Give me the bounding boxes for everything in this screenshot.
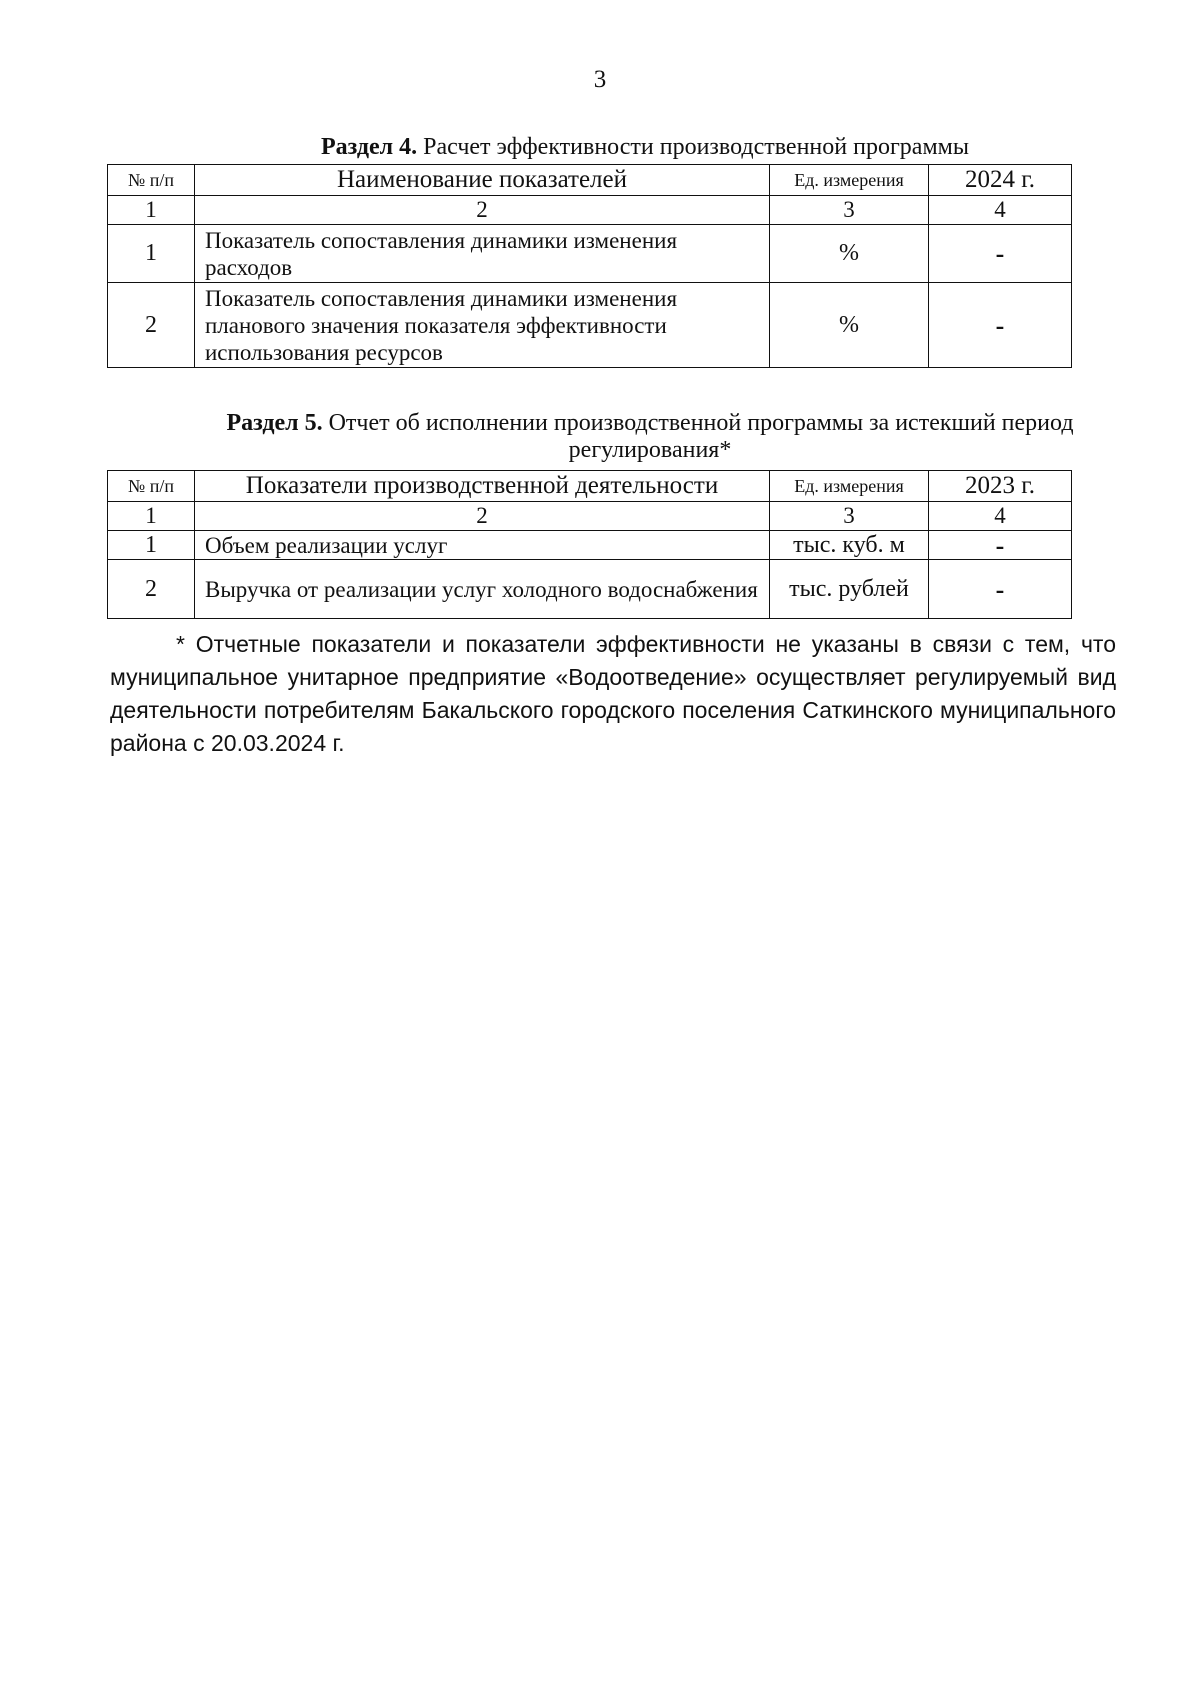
footnote: * Отчетные показатели и показатели эффективности не указаны в связи с тем, что муниципальное унитарное предприятие «Водоотведение» осуществляет регулируемый вид деятельности потребителям Бакальского городского поселения Саткинского муниципального района с 20.03.2024 г. xyxy=(110,631,1116,756)
section-5-title-bold: Раздел 5. xyxy=(226,410,323,436)
row-num: 1 xyxy=(108,225,195,283)
index-cell: 2 xyxy=(195,502,770,531)
row-num: 2 xyxy=(108,560,195,619)
index-cell: 3 xyxy=(770,502,929,531)
header-year: 2024 г. xyxy=(929,165,1072,196)
page-number: 3 xyxy=(593,66,607,93)
header-num: № п/п xyxy=(108,165,195,196)
index-cell: 4 xyxy=(929,196,1072,225)
header-name: Показатели производственной деятельности xyxy=(195,471,770,502)
index-cell: 2 xyxy=(195,196,770,225)
header-year: 2023 г. xyxy=(929,471,1072,502)
row-value: - xyxy=(929,283,1072,368)
table-row xyxy=(108,225,1072,283)
table-index-row xyxy=(108,196,1072,225)
table-row xyxy=(108,531,1072,560)
row-unit: тыс. рублей xyxy=(770,560,929,619)
section-4-title-bold: Раздел 4. xyxy=(321,134,418,160)
section-5-table xyxy=(107,470,1072,619)
section-5-title xyxy=(190,410,1110,464)
table-header-row xyxy=(108,165,1072,196)
table-row xyxy=(108,560,1072,619)
index-cell: 4 xyxy=(929,502,1072,531)
row-name: Объем реализации услуг xyxy=(195,531,770,560)
row-name: Показатель сопоставления динамики изменения планового значения показателя эффективности использования ресурсов xyxy=(195,283,770,368)
table-row xyxy=(108,283,1072,368)
row-name: Показатель сопоставления динамики изменения расходов xyxy=(195,225,770,283)
section-4-table xyxy=(107,164,1072,368)
header-unit: Ед. измерения xyxy=(770,471,929,502)
index-cell: 1 xyxy=(108,502,195,531)
header-num: № п/п xyxy=(108,471,195,502)
index-cell: 3 xyxy=(770,196,929,225)
row-value: - xyxy=(929,531,1072,560)
row-num: 1 xyxy=(108,531,195,560)
row-value: - xyxy=(929,225,1072,283)
index-cell: 1 xyxy=(108,196,195,225)
section-4-title xyxy=(107,134,1183,161)
section-4-title-text: Расчет эффективности производственной программы xyxy=(417,134,969,160)
row-unit: тыс. куб. м xyxy=(770,531,929,560)
row-name: Выручка от реализации услуг холодного водоснабжения xyxy=(195,560,770,619)
header-unit: Ед. измерения xyxy=(770,165,929,196)
row-num: 2 xyxy=(108,283,195,368)
row-unit: % xyxy=(770,225,929,283)
row-unit: % xyxy=(770,283,929,368)
row-value: - xyxy=(929,560,1072,619)
header-name: Наименование показателей xyxy=(195,165,770,196)
section-5-title-text: Отчет об исполнении производственной программы за истекший период регулирования* xyxy=(322,410,1074,463)
table-index-row xyxy=(108,502,1072,531)
table-header-row xyxy=(108,471,1072,502)
